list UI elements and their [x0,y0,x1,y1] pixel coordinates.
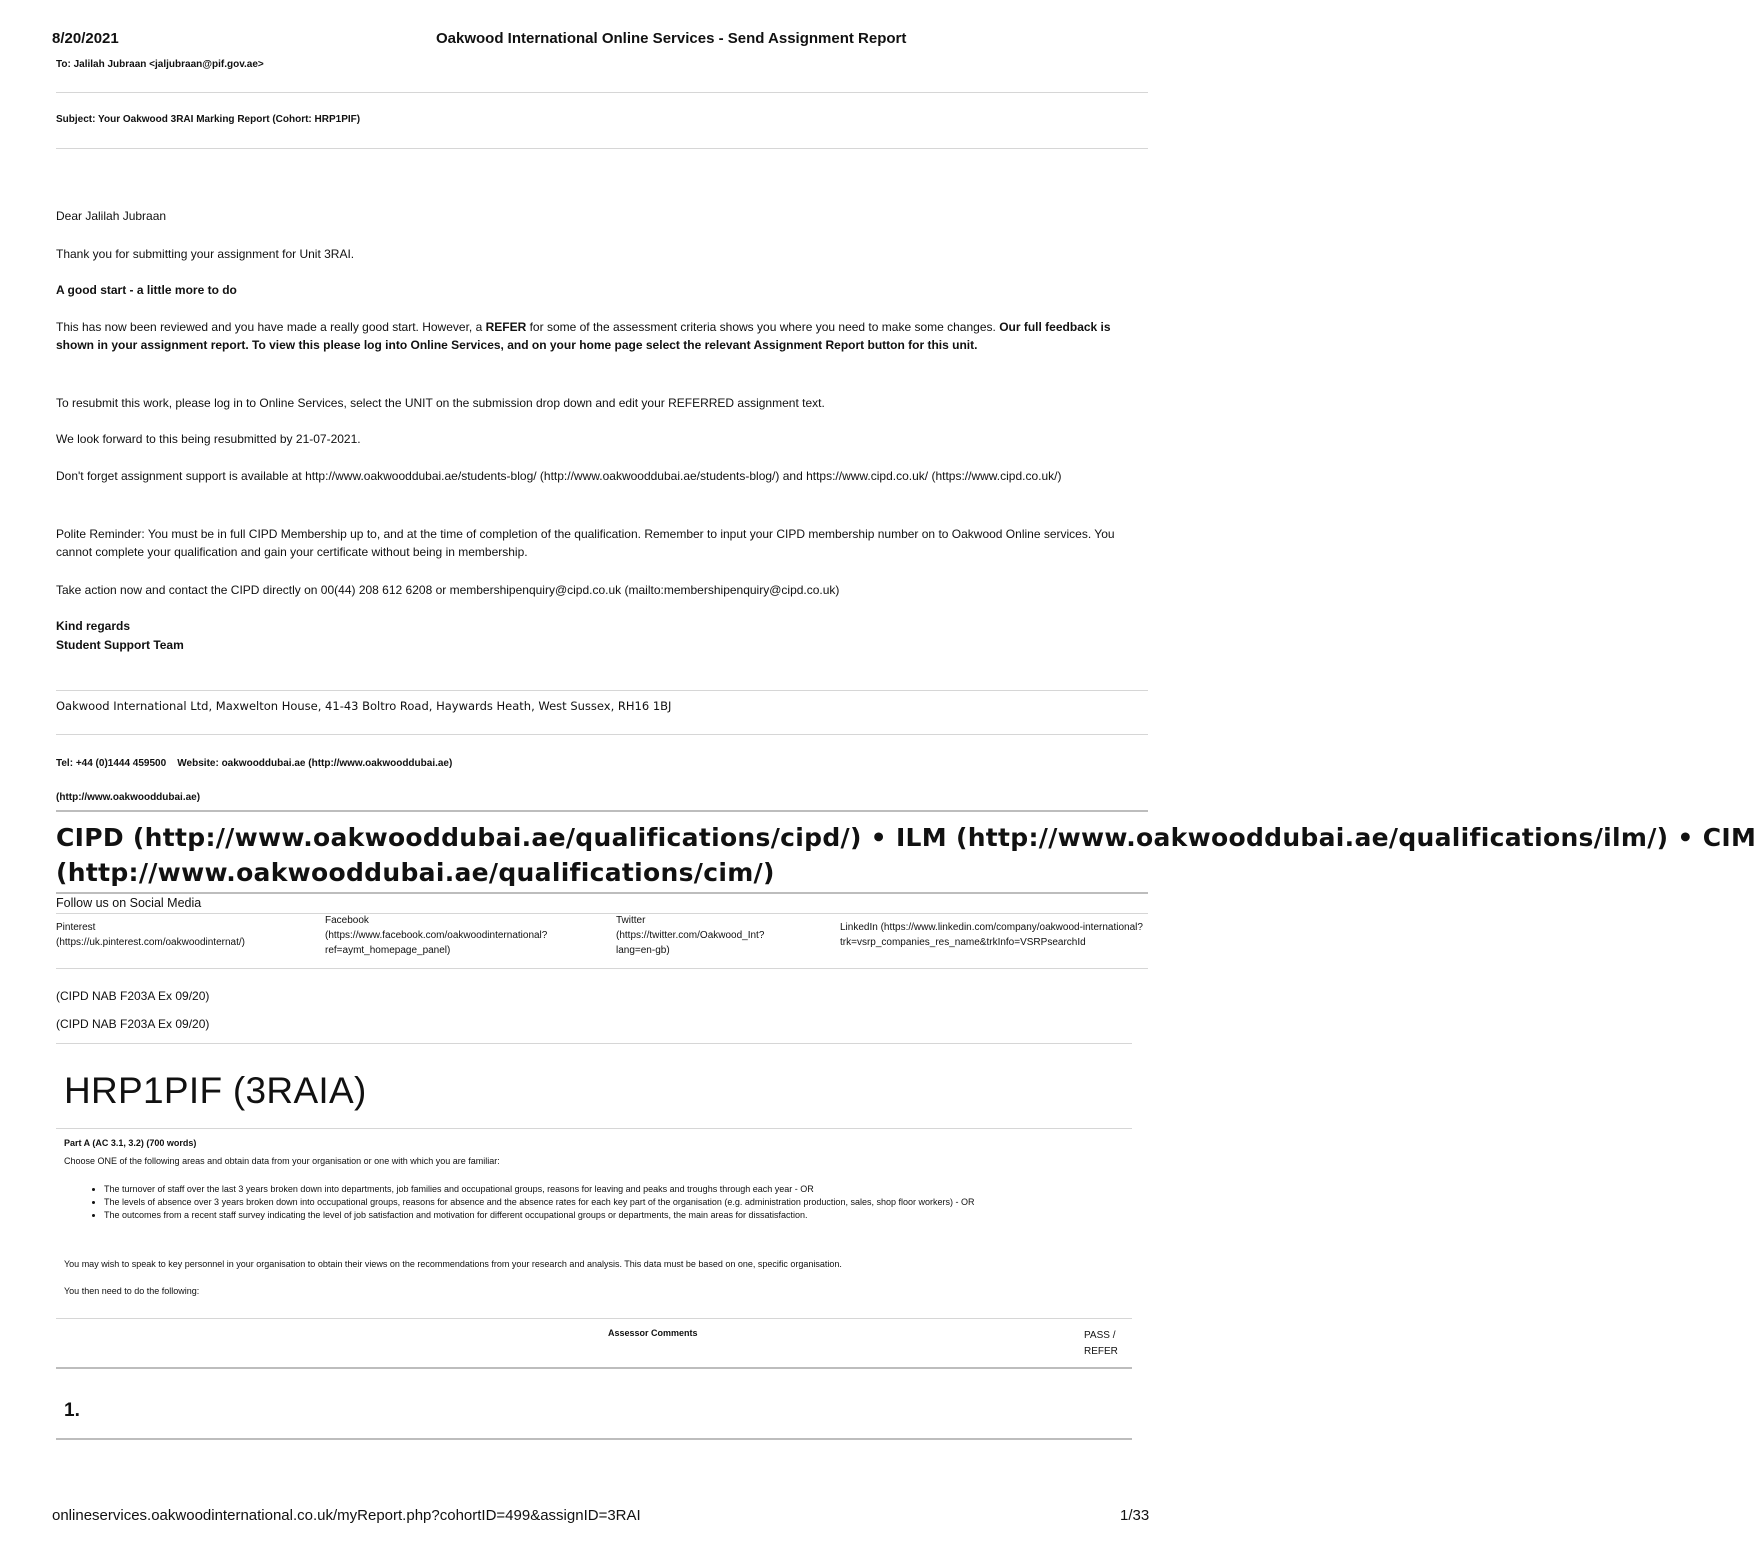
linkedin-url[interactable]: LinkedIn (https://www.linkedin.com/company/oakwood-international? [840,922,1143,933]
assignment-note: You may wish to speak to key personnel in your organisation to obtain their views on the recommendations from your research and analysis. This data must be based on one, specific organisation. [64,1259,842,1269]
divider [56,148,1148,149]
pinterest-label: Pinterest [56,922,96,933]
divider [56,892,1148,894]
divider [56,1128,1132,1129]
due-date-text: We look forward to this being resubmitted by 21-07-2021. [56,432,361,446]
qualifications-line-1[interactable]: CIPD (http://www.oakwooddubai.ae/qualifications/cipd/) • ILM (http://www.oakwooddubai.ae/qualifications/ilm/) • CIM [56,823,1756,852]
linkedin-url-cont[interactable]: trk=vsrp_companies_res_name&trkInfo=VSRPsearchId [840,937,1086,948]
review-intro: This has now been reviewed and you have made a really good start. However, a [56,320,486,334]
page-number: 1/33 [1120,1507,1150,1524]
company-tel: Tel: +44 (0)1444 459500 [56,758,167,769]
divider [56,92,1148,93]
result-header-line: PASS / [1084,1330,1116,1341]
resubmit-text: To resubmit this work, please log in to Online Services, select the UNIT on the submission drop down and edit your REFERRED assignment text. [56,396,825,410]
divider [56,1318,1132,1319]
table-header-result [1084,1328,1118,1360]
part-instruction: Choose ONE of the following areas and obtain data from your organisation or one with which you are familiar: [64,1156,500,1166]
salutation: Dear Jalilah Jubraan [56,209,167,223]
part-heading: Part A (AC 3.1, 3.2) (700 words) [64,1138,197,1148]
twitter-url[interactable]: (https://twitter.com/Oakwood_Int? [616,930,765,941]
review-paragraph [56,318,1146,354]
divider [56,734,1148,735]
print-date: 8/20/2021 [52,30,119,47]
signoff-team: Student Support Team [56,638,184,652]
table-header-comments: Assessor Comments [608,1328,698,1338]
social-pinterest[interactable] [56,920,324,950]
contact-text: Take action now and contact the CIPD directly on 00(44) 208 612 6208 or membershipenquiry@cipd.co.uk (mailto:membershipenquiry@cipd.co.uk) [56,583,840,597]
website-label: Website: [177,758,219,769]
options-list [56,1183,1132,1222]
pinterest-url[interactable]: (https://uk.pinterest.com/oakwoodinternat/) [56,937,245,948]
review-rest: for some of the assessment criteria shows you where you need to make some changes. [526,320,996,334]
qualifications-links [56,823,1756,852]
support-text: Don't forget assignment support is available at http://www.oakwooddubai.ae/students-blog/ (http://www.oakwooddubai.ae/students-blog/) and https://www.cipd.co.uk/ (https://www.cipd.co.uk/) [56,469,1062,483]
website-link[interactable]: oakwooddubai.ae (http://www.oakwooddubai.ae) [221,758,453,769]
list-item: • The outcomes from a recent staff survey indicating the level of job satisfaction and motivation for different occupational groups or departments, the main areas for dissatisfaction. [104,1209,1132,1222]
social-linkedin[interactable] [840,920,1148,950]
qualifications-line-2[interactable]: (http://www.oakwooddubai.ae/qualifications/cim/) [56,858,775,887]
accreditation-note: (CIPD NAB F203A Ex 09/20) [56,1017,210,1031]
divider [56,968,1148,969]
twitter-url-cont[interactable]: lang=en-gb) [616,945,670,956]
twitter-label: Twitter [616,915,646,926]
facebook-url-cont[interactable]: ref=aymt_homepage_panel) [325,945,451,956]
letter-headline: A good start - a little more to do [56,283,237,297]
divider [56,1043,1132,1044]
company-contact [56,758,452,769]
divider [56,810,1148,812]
facebook-label: Facebook [325,915,369,926]
membership-reminder: Polite Reminder: You must be in full CIPD Membership up to, and at the time of completion of the qualification. Remember to input your CIPD membership number on to Oakwood Online services. You cannot complete your qualification and gain your certificate without being in membership. [56,527,1115,559]
list-item: • The levels of absence over 3 years broken down into occupational groups, reasons for absence and the absence rates for each key part of the organisation (e.g. administration production, sales, shop floor workers) - OR [104,1196,1132,1209]
list-item: • The turnover of staff over the last 3 years broken down into departments, job families and occupational groups, reasons for leaving and peaks and troughs through each year - OR [104,1183,1132,1196]
facebook-url[interactable]: (https://www.facebook.com/oakwoodinternational? [325,930,548,941]
print-url: onlineservices.oakwoodinternational.co.uk/myReport.php?cohortID=499&assignID=3RAI [52,1507,641,1524]
social-heading: Follow us on Social Media [56,896,202,910]
result-header-line: REFER [1084,1346,1118,1357]
print-title: Oakwood International Online Services - Send Assignment Report [436,30,907,47]
email-to: To: Jalilah Jubraan <jaljubraan@pif.gov.ae> [56,59,264,70]
email-subject: Subject: Your Oakwood 3RAI Marking Report (Cohort: HRP1PIF) [56,114,361,125]
signoff-regards: Kind regards [56,619,131,633]
website-url-line[interactable]: (http://www.oakwooddubai.ae) [56,792,201,803]
assignment-then: You then need to do the following: [64,1286,200,1296]
divider [56,690,1148,691]
company-address: Oakwood International Ltd, Maxwelton House, 41-43 Boltro Road, Haywards Heath, West Sussex, RH16 1BJ [56,699,672,713]
divider [56,1438,1132,1440]
divider [56,1367,1132,1369]
social-facebook[interactable] [325,913,615,958]
accreditation-note: (CIPD NAB F203A Ex 09/20) [56,989,210,1003]
thanks-text: Thank you for submitting your assignment for Unit 3RAI. [56,247,355,261]
assignment-title: HRP1PIF (3RAIA) [64,1070,367,1111]
social-twitter[interactable] [616,913,838,958]
feedback-text: Our full feedback is shown in your assignment report. To view this please log into Online Services, and on your home page select the relevant Assignment Report button for this unit. [56,320,1111,352]
table-row-number: 1. [64,1400,80,1421]
refer-word: REFER [485,320,527,334]
